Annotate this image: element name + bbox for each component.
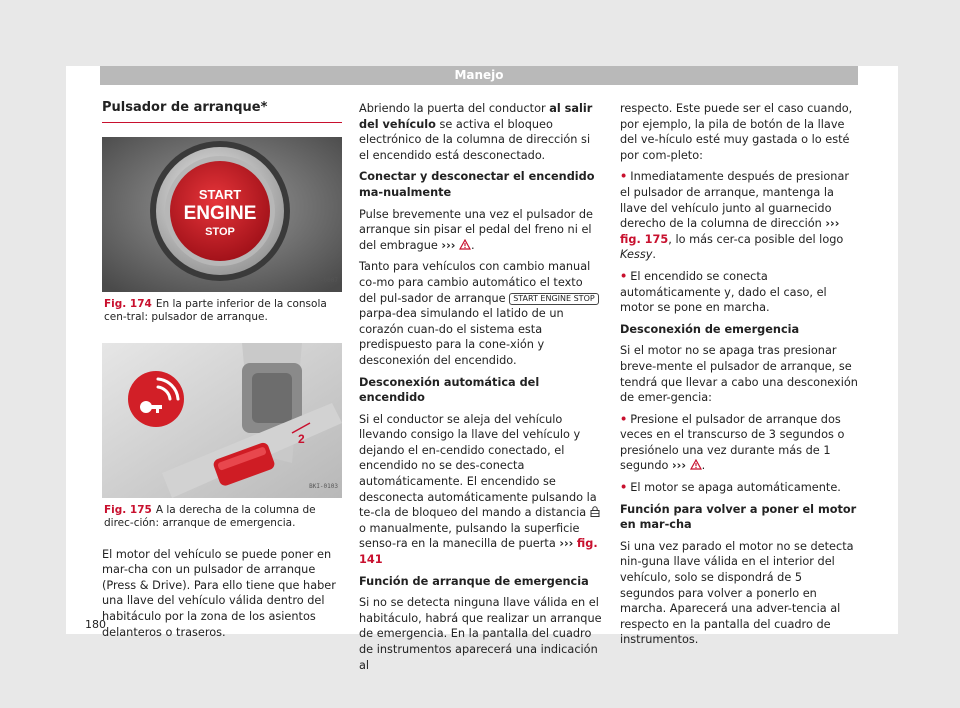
subheading: Desconexión de emergencia (620, 322, 800, 336)
figure-175-caption (102, 504, 342, 531)
bullet-item: • El encendido se conecta automáticamente y, dado el caso, el motor se pone en marcha. (620, 269, 827, 315)
figure-id: B57-0007 (309, 277, 338, 284)
figure-reference[interactable]: fig. 141 (359, 537, 598, 567)
bullet-item: • Presione el pulsador de arranque dos veces en el transcurso de 3 segundos o presiónelo una vez durante más de 1 segundo ››› . (620, 412, 845, 473)
button-label-engine: ENGINE (183, 202, 257, 224)
paragraph: Si el conductor se aleja del vehículo llevando consigo la llave del vehículo y dejando el en-cendido conectado, el encendido no se des-conecta automáticamente. El encendido se desconecta automáticamente pulsando la te-cla de bloqueo del mando a distancia o manualmente, pulsando la superficie senso-ra en la manecilla de puerta ››› fig. 141 (359, 412, 602, 568)
paragraph: Tanto para vehículos con cambio manual co-mo para cambio automático el texto del pul-sador de arranque START ENGINE STOP parpa-dea simulando el latido de un corazón cuan-do el sistema esta predispuesto para la cone-xión y desconexión del encendido. (359, 259, 602, 368)
intro-paragraph: El motor del vehículo se puede poner en mar-cha con un pulsador de arranque (Press & Drive). Para ello tiene que haber una llave del vehículo válida dentro del habitáculo por la zona de los asientos delanteros o traseros. (102, 547, 336, 639)
bullet-item: • Inmediatamente después de presionar el pulsador de arranque, mantenga la llave del vehículo junto al guarnecido derecho de la columna de dirección ››› fig. 175, lo más cer-ca posible del logo Kessy. (620, 170, 850, 262)
page-header: Manejo (100, 66, 858, 85)
emergency-start-illustration (102, 343, 342, 498)
figure-174-caption (102, 298, 342, 325)
reference-arrow: ››› (441, 238, 456, 252)
bullet-item: • El motor se apaga automáticamente. (620, 481, 841, 495)
caption-text: En la parte inferior de la consola cen-tral: pulsador de arranque. (104, 297, 327, 324)
figure-number: Fig. 175 (104, 503, 152, 516)
caption-text: A la derecha de la columna de direc-ción: arranque de emergencia. (104, 503, 316, 530)
paragraph: Pulse brevemente una vez el pulsador de arranque sin pisar el pedal del freno ni el del embrague ››› . (359, 207, 593, 252)
paragraph: respecto. Este puede ser el caso cuando, por ejemplo, la pila de botón de la llave del ve-hículo esté muy gastada o lo esté por com-pleto: (620, 102, 853, 162)
kessy-logo-text: Kessy (620, 248, 653, 262)
subheading: Función para volver a poner el motor en mar-cha (620, 502, 857, 532)
figure-number: Fig. 174 (104, 297, 152, 310)
column-3 (620, 101, 858, 654)
column-2 (359, 101, 602, 679)
bullet-icon: • (620, 481, 628, 495)
figure-reference[interactable]: fig. 175 (620, 232, 669, 246)
figure-id: BKI-0103 (309, 483, 338, 490)
paragraph: Si no se detecta ninguna llave válida en el habitáculo, habrá que realizar un arranque de emergencia. En la pantalla del cuadro de instrumentos aparecerá una indicación al (359, 596, 602, 672)
subheading: Conectar y desconectar el encendido ma-nualmente (359, 170, 595, 199)
paragraph: Si una vez parado el motor no se detecta nin-guna llave válida en el interior del vehículo, solo se dispondrá de 5 segundos para volver a ponerlo en marcha. Aparecerá una adver-tencia al respecto en la pantalla del cuadro de instrumentos. (620, 539, 854, 647)
bullet-icon: • (620, 170, 628, 184)
column-1 (102, 100, 342, 646)
paragraph: Si el motor no se apaga tras presionar breve-mente el pulsador de arranque, se tendrá que llevar a cabo una desconexión de emer-gencia: (620, 344, 858, 405)
button-label-stop: STOP (205, 225, 235, 238)
subheading: Desconexión automática del encendido (359, 375, 540, 405)
start-engine-stop-key: START ENGINE STOP (509, 293, 599, 305)
section-title: Pulsador de arranque* (102, 100, 342, 123)
start-button-illustration (102, 137, 342, 292)
warning-triangle-icon (690, 459, 702, 470)
figure-marker-2: 2 (298, 431, 305, 446)
warning-triangle-icon (459, 239, 471, 250)
button-label-start: START (198, 186, 242, 202)
bullet-icon: • (620, 412, 628, 426)
figure-174-image (102, 137, 342, 292)
figure-175-image (102, 343, 342, 498)
bullet-icon: • (620, 269, 628, 283)
paragraph: Abriendo la puerta del conductor al salir del vehículo se activa el bloqueo electrónico de la columna de dirección si el encendido está desconectado. (359, 102, 593, 162)
subheading: Función de arranque de emergencia (359, 574, 589, 588)
page-number: 180 (85, 618, 106, 631)
lock-icon (590, 506, 600, 517)
